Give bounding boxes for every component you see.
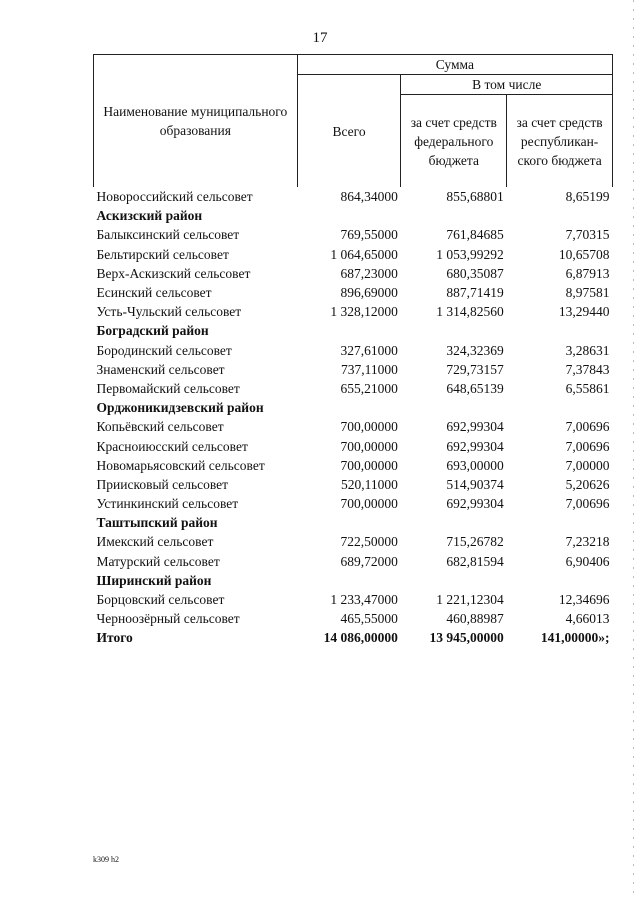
region-row xyxy=(94,398,613,417)
table-row xyxy=(94,436,613,455)
table-row xyxy=(94,341,613,360)
republican-value: 6,55861 xyxy=(565,380,610,396)
total-value: 737,11000 xyxy=(341,361,398,377)
municipality-name: Новороссийский сельсовет xyxy=(96,189,253,205)
republican-value: 3,28631 xyxy=(565,342,610,358)
federal-value: 887,71419 xyxy=(446,285,504,301)
region-row xyxy=(94,513,613,532)
republican-value: 13,29440 xyxy=(558,304,610,320)
total-value: 1 233,47000 xyxy=(330,592,398,608)
federal-value: 648,65139 xyxy=(446,380,504,396)
total-value: 722,50000 xyxy=(340,534,398,550)
total-value: 655,21000 xyxy=(340,380,398,396)
municipality-name: Балыксинский сельсовет xyxy=(96,227,240,243)
region-row xyxy=(94,321,613,340)
table-row xyxy=(94,360,613,379)
federal-value: 13 945,00000 xyxy=(429,630,504,646)
total-value: 687,23000 xyxy=(340,265,398,281)
republican-value: 6,90406 xyxy=(565,553,610,569)
table-row xyxy=(94,264,613,283)
footer-code: k309 h2 xyxy=(93,855,119,864)
total-value: 700,00000 xyxy=(340,496,398,512)
republican-value: 4,66013 xyxy=(565,611,610,627)
republican-value: 7,23218 xyxy=(565,534,610,550)
scan-edge-marks xyxy=(633,0,634,899)
table-row xyxy=(94,532,613,551)
region-name: Орджоникидзевский район xyxy=(96,400,264,416)
total-value: 700,00000 xyxy=(340,457,398,473)
municipality-name: Есинский сельсовет xyxy=(96,285,212,301)
total-row xyxy=(94,628,613,647)
federal-value: 1 053,99292 xyxy=(436,246,504,262)
republican-value: 8,97581 xyxy=(565,285,610,301)
federal-value: 692,99304 xyxy=(446,419,504,435)
federal-value: 1 221,12304 xyxy=(436,592,504,608)
header-federal: за счет средств федерального бюджета xyxy=(401,95,507,188)
federal-value: 715,26782 xyxy=(446,534,504,550)
republican-value: 7,00696 xyxy=(565,496,610,512)
federal-value: 855,68801 xyxy=(446,189,504,205)
table-row xyxy=(94,417,613,436)
region-row xyxy=(94,206,613,225)
region-row xyxy=(94,571,613,590)
federal-value: 514,90374 xyxy=(446,476,504,492)
municipality-name: Имекский сельсовет xyxy=(96,534,214,550)
republican-value: 7,70315 xyxy=(565,227,610,243)
table-row xyxy=(94,456,613,475)
republican-value: 7,37843 xyxy=(565,361,610,377)
municipality-name: Знаменский сельсовет xyxy=(96,361,225,377)
total-value: 1 328,12000 xyxy=(330,304,398,320)
table-row xyxy=(94,609,613,628)
municipality-name: Матурский сельсовет xyxy=(96,553,220,569)
table-row xyxy=(94,302,613,321)
federal-value: 729,73157 xyxy=(446,361,504,377)
municipality-name: Приисковый сельсовет xyxy=(96,476,229,492)
table-body xyxy=(94,187,613,648)
total-value: 1 064,65000 xyxy=(330,246,398,262)
header-name: Наименование муниципального образования xyxy=(94,55,298,188)
total-value: 465,55000 xyxy=(340,611,398,627)
budget-table xyxy=(93,54,613,648)
municipality-name: Устинкинский сельсовет xyxy=(96,496,239,512)
table-row xyxy=(94,187,613,206)
table-row xyxy=(94,245,613,264)
region-name: Ширинский район xyxy=(96,572,212,588)
table-row xyxy=(94,494,613,513)
municipality-name: Копьёвский сельсовет xyxy=(96,419,224,435)
region-name: Таштыпский район xyxy=(96,515,218,531)
total-value: 864,34000 xyxy=(340,189,398,205)
table-row xyxy=(94,590,613,609)
republican-value: 8,65199 xyxy=(565,189,610,205)
republican-value: 7,00000 xyxy=(565,457,610,473)
municipality-name: Верх-Аскизский сельсовет xyxy=(96,265,251,281)
table-row xyxy=(94,225,613,244)
header-republican: за счет средств республикан-ского бюджета xyxy=(507,95,613,188)
page-number: 17 xyxy=(312,30,328,46)
federal-value: 692,99304 xyxy=(446,496,504,512)
region-name: Боградский район xyxy=(96,323,209,339)
municipality-name: Черноозёрный сельсовет xyxy=(96,611,240,627)
federal-value: 682,81594 xyxy=(446,553,504,569)
municipality-name: Бельтирский сельсовет xyxy=(96,246,229,262)
total-value: 700,00000 xyxy=(340,438,398,454)
total-value: 689,72000 xyxy=(340,553,398,569)
federal-value: 761,84685 xyxy=(446,227,504,243)
republican-value: 141,00000»; xyxy=(540,630,610,646)
republican-value: 10,65708 xyxy=(558,246,610,262)
republican-value: 6,87913 xyxy=(565,265,610,281)
header-including: В том числе xyxy=(401,75,613,95)
table-header xyxy=(94,55,613,188)
municipality-name: Борцовский сельсовет xyxy=(96,592,225,608)
table-row xyxy=(94,475,613,494)
federal-value: 693,00000 xyxy=(446,457,504,473)
table-row xyxy=(94,379,613,398)
republican-value: 7,00696 xyxy=(565,438,610,454)
table-row xyxy=(94,283,613,302)
federal-value: 692,99304 xyxy=(446,438,504,454)
municipality-name: Первомайский сельсовет xyxy=(96,380,240,396)
total-value: 14 086,00000 xyxy=(323,630,398,646)
total-value: 896,69000 xyxy=(340,285,398,301)
total-value: 769,55000 xyxy=(340,227,398,243)
total-value: 327,61000 xyxy=(340,342,398,358)
total-value: 520,11000 xyxy=(341,476,398,492)
region-name: Аскизский район xyxy=(96,208,203,224)
republican-value: 5,20626 xyxy=(565,476,610,492)
republican-value: 12,34696 xyxy=(558,592,610,608)
header-sum: Сумма xyxy=(297,55,612,75)
federal-value: 324,32369 xyxy=(446,342,504,358)
table-row xyxy=(94,552,613,571)
federal-value: 460,88987 xyxy=(446,611,504,627)
municipality-name: Усть-Чульский сельсовет xyxy=(96,304,242,320)
republican-value: 7,00696 xyxy=(565,419,610,435)
total-value: 700,00000 xyxy=(340,419,398,435)
federal-value: 1 314,82560 xyxy=(436,304,504,320)
municipality-name: Итого xyxy=(96,630,133,646)
municipality-name: Бородинский сельсовет xyxy=(96,342,232,358)
municipality-name: Новомарьясовский сельсовет xyxy=(96,457,265,473)
municipality-name: Красноиюсский сельсовет xyxy=(96,438,248,454)
federal-value: 680,35087 xyxy=(446,265,504,281)
header-total: Всего xyxy=(297,75,401,188)
